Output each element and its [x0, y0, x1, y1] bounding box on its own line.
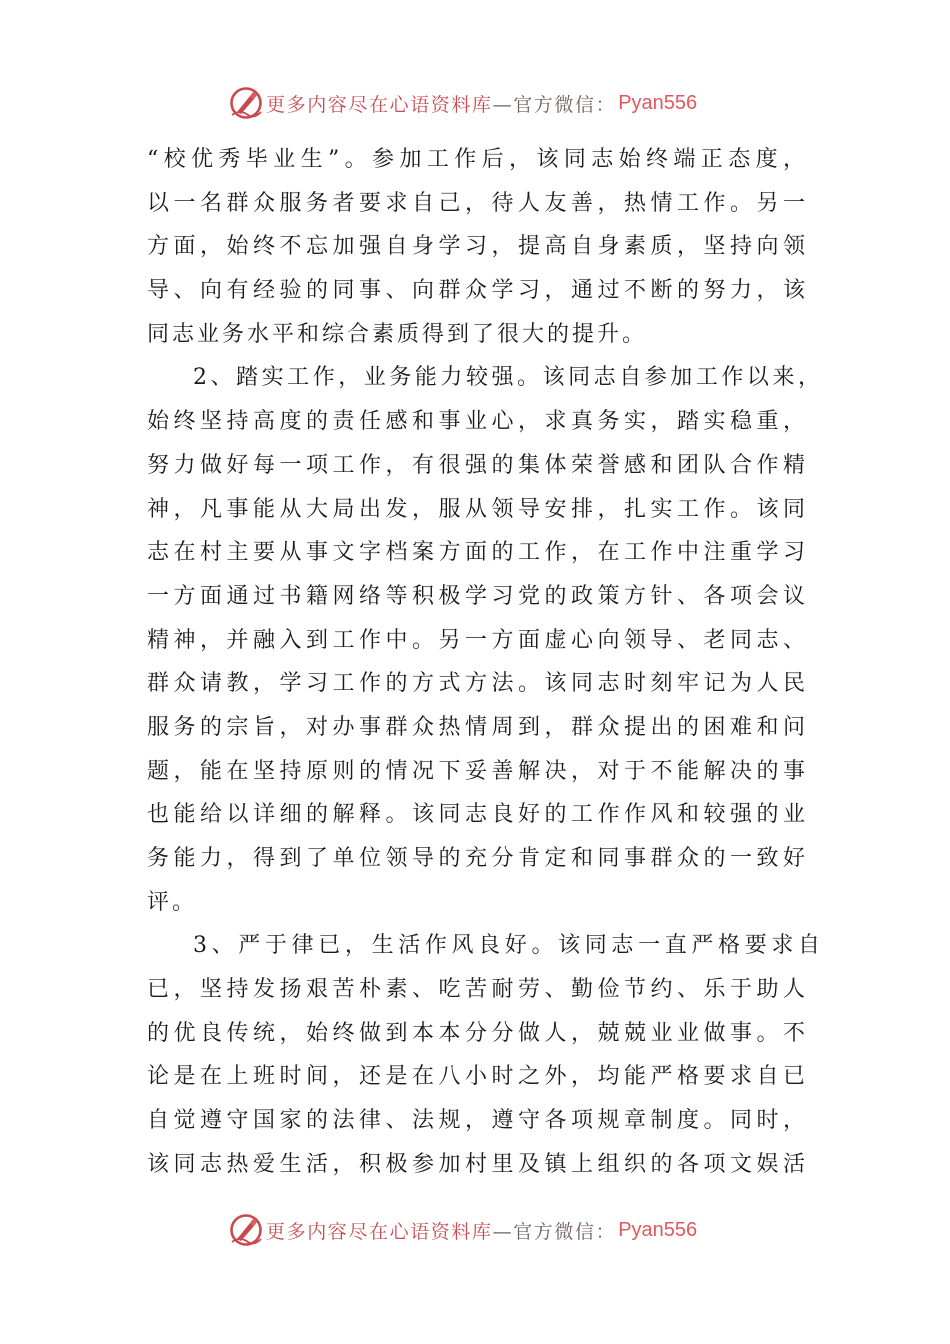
text-line: 评。 — [147, 889, 198, 915]
text-line: 方面，始终不忘加强自身学习，提高自身素质，坚持向领 — [147, 234, 805, 260]
header-watermark — [228, 85, 697, 121]
text-line: 自觉遵守国家的法律、法规，遵守各项规章制度。同时， — [147, 1108, 805, 1134]
watermark-brand-text: 更多内容尽在心语资料库 — [266, 1220, 493, 1243]
footer-watermark — [228, 1212, 697, 1248]
paragraph-3 — [147, 924, 820, 1186]
text-line: “校优秀毕业生”。参加工作后，该同志始终端正态度， — [147, 147, 805, 172]
text-line: 也能给以详细的解释。该同志良好的工作作风和较强的业 — [147, 802, 805, 828]
watermark-wechat-id: Pyan556 — [618, 91, 698, 114]
document-body — [147, 138, 820, 1187]
watermark-wechat-id: Pyan556 — [618, 1218, 698, 1241]
text-line: 导、向有经验的同事、向群众学习，通过不断的努力，该 — [147, 278, 805, 304]
watermark-brand-text: 更多内容尽在心语资料库 — [266, 93, 493, 116]
text-line: 题，能在坚持原则的情况下妥善解决，对于不能解决的事 — [147, 758, 805, 784]
text-line: 务能力，得到了单位领导的充分肯定和同事群众的一致好 — [147, 846, 805, 871]
text-line: 3、严于律已，生活作风良好。该同志一直严格要求自 — [193, 933, 820, 959]
text-line: 已，坚持发扬艰苦朴素、吃苦耐劳、勤俭节约、乐于助人 — [147, 977, 805, 1003]
text-line: 服务的宗旨，对办事群众热情周到，群众提出的困难和问 — [147, 714, 805, 740]
pen-circle-logo-icon — [228, 1212, 264, 1248]
watermark-separator-text: —官方微信： — [492, 1220, 617, 1243]
text-line: 该同志热爱生活，积极参加村里及镇上组织的各项文娱活 — [147, 1151, 805, 1177]
text-line: 始终坚持高度的责任感和事业心，求真务实，踏实稳重， — [147, 409, 805, 435]
watermark-separator-text: —官方微信： — [492, 93, 617, 116]
pen-circle-logo-icon — [228, 85, 264, 121]
text-line: 的优良传统，始终做到本本分分做人，兢兢业业做事。不 — [147, 1020, 805, 1046]
text-line: 以一名群众服务者要求自己，待人友善，热情工作。另一 — [147, 190, 805, 216]
text-line: 论是在上班时间，还是在八小时之外，均能严格要求自已 — [147, 1064, 805, 1090]
text-line: 群众请教，学习工作的方式方法。该同志时刻牢记为人民 — [147, 671, 805, 697]
text-line: 努力做好每一项工作，有很强的集体荣誉感和团队合作精 — [147, 452, 805, 478]
text-line: 志在村主要从事文字档案方面的工作，在工作中注重学习 — [147, 540, 805, 566]
text-line: 同志业务水平和综合素质得到了很大的提升。 — [147, 321, 648, 347]
paragraph-2 — [147, 356, 820, 924]
text-line: 精神，并融入到工作中。另一方面虚心向领导、老同志、 — [147, 627, 805, 653]
text-line: 2、踏实工作，业务能力较强。该同志自参加工作以来， — [193, 365, 820, 391]
text-line: 一方面通过书籍网络等积极学习党的政策方针、各项会议 — [147, 583, 805, 609]
paragraph-1 — [147, 138, 805, 356]
text-line: 神，凡事能从大局出发，服从领导安排，扎实工作。该同 — [147, 496, 805, 522]
